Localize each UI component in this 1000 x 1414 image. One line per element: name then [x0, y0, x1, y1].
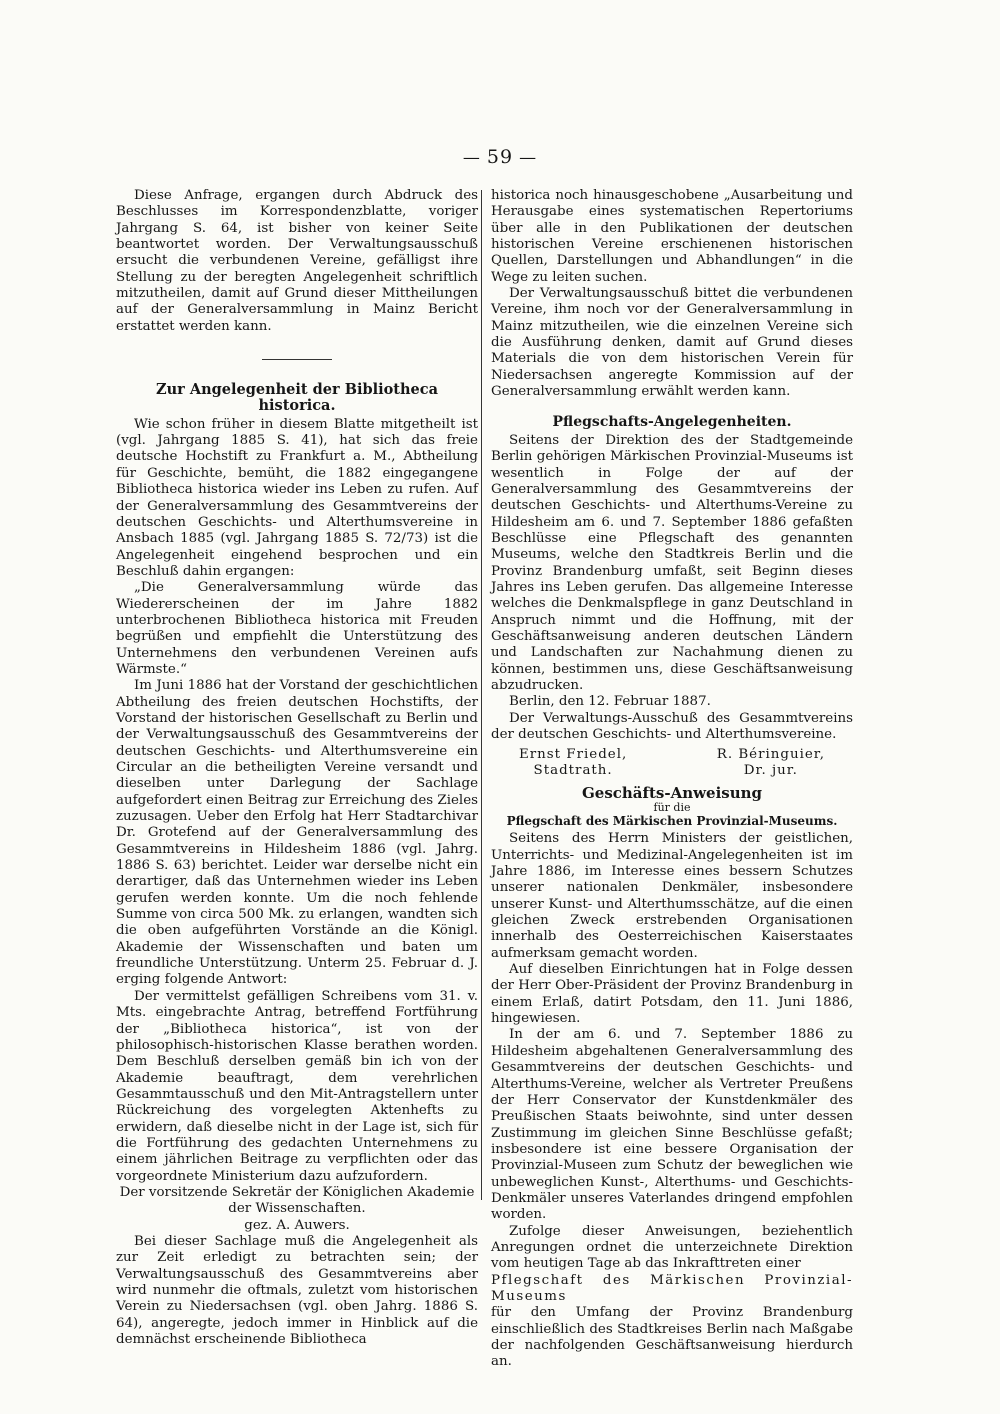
column-divider [481, 190, 482, 1200]
paragraph: Seitens des Herrn Ministers der geistlichen, Unterrichts- und Medizinal-Angelegenheiten ist im Jahre 1886, im Interesse eines bessern Schutzes unserer nationalen Denkmäler, insbesondere unserer Kunst- und Alterthumsschätze, auf die einen gleichen Zweck erstrebenden Organisationen innerhalb des Oesterreichischen Kaiserstaates aufmerksam gemacht worden. [491, 831, 853, 961]
paragraph: Diese Anfrage, ergangen durch Abdruck des Beschlusses im Korrespondenzblatte, voriger Jahrgang S. 64, ist bisher von keiner Seite beantwortet worden. Der Verwaltungsausschuß ersucht die verbundenen Vereine, gefälligst ihre Stellung zu der beregten Angelegenheit schriftlich mitzutheilen, damit auf Grund dieser Mittheilungen auf der Generalversammlung in Mainz Bericht erstattet werden kann. [116, 188, 478, 334]
anweisung-for: für die [653, 801, 691, 815]
paragraph: Bei dieser Sachlage muß die Angelegenheit als zur Zeit erledigt zu betrachten sein; der Verwaltungsausschuß des Gesammtvereins aber wird nunmehr die oftmals, zuletzt vom historischen Verein zu Niedersachsen (vgl. oben Jahrg. 1886 S. 64), angeregte, jedoch immer in Hinblick auf die demnächst erscheinende Bibliotheca [116, 1233, 478, 1348]
paragraph: Seitens der Direktion des der Stadtgemeinde Berlin gehörigen Märkischen Provinzial-Museums ist wesentlich in Folge der auf der Generalversammlung des Gesammtvereins der deutschen Geschichts- und Alterthums-Vereine zu Hildesheim am 6. und 7. September 1886 gefaßten Beschlüsse eine Pflegschaft des genannten Museums, welche den Stadtkreis Berlin und die Provinz Brandenburg umfaßt, seit Beginn dieses Jahres ins Leben gerufen. Das allgemeine Interesse welches die Denkmalspflege in ganz Deutschland in Anspruch nimmt und die Hoffnung, mit der Geschäftsanweisung anderen deutschen Ländern und Landschaften zur Nachahmung dienen zu können, bestimmen uns, diese Geschäftsanweisung abzudrucken. [491, 432, 853, 693]
letter-signer: Der vorsitzende Sekretär der Königlichen Akademie der Wissenschaften. [119, 1184, 475, 1217]
signature-right [717, 747, 825, 779]
page-dash-left: — [462, 148, 481, 168]
committee-line: Der Verwaltungs-Ausschuß des Gesammtvereins der deutschen Geschichts- und Alterthumsvereine. [491, 710, 853, 742]
paragraph: Im Juni 1886 hat der Vorstand der geschichtlichen Abtheilung des freien deutschen Hochstifts, der Vorstand der historischen Gesellschaft zu Berlin und der Verwaltungsausschuß des Gesammtvereins der deutschen Geschichts- und Alterthumsvereine ein Circular an die betheiligten Vereine versandt und dieselben unter Darlegung der Sachlage aufgefordert einen Beitrag zur Erreichung des Zieles zuzusagen. Ueber den Erfolg hat Herr Stadtarchivar Dr. Grotefend auf der Generalversammlung des Gesammtvereins in Hildesheim 1886 (vgl. Jahrg. 1886 S. 63) berichtet. Leider war derselbe nicht ein derartiger, daß das Unternehmen wieder ins Leben gerufen werden konnte. Um die noch fehlende Summe von circa 500 Mk. zu erlangen, wandten sich die oben aufgeführten Vorstände an die Königl. Akademie der Wissenschaften und baten um freundliche Unterstützung. Unterm 25. Februar d. J. erging folgende Antwort: [116, 678, 478, 988]
signature-left-title: Stadtrath. [533, 763, 613, 779]
paragraph: Der Verwaltungsausschuß bittet die verbundenen Vereine, ihm noch vor der Generalversammlung in Mainz mitzutheilen, wie die einzelnen Vereine sich die Ausführung denken, damit auf Grund dieses Materials die von dem historischen Verein für Niedersachsen angeregte Kommission auf der Generalversammlung erwählt werden kann. [491, 286, 853, 400]
quoted-letter: Der vermittelst gefälligen Schreibens vom 31. v. Mts. eingebrachte Antrag, betreffend Fortführung der „Bibliotheca historica“, ist von der philosophisch-historischen Klasse berathen worden. Dem Beschluß derselben gemäß bin ich von der Akademie beauftragt, dem verehrlichen Gesammtausschuß und den Mit-Antragstellern unter Rückreichung des vorgelegten Aktenhefts zu erwidern, daß dieselbe nicht in der Lage ist, sich für die Fortführung des gedachten Unternehmens zu einem jährlichen Beitrage zu verpflichten oder das vorgeordnete Ministerium dazu aufzufordern. [116, 988, 478, 1184]
page-number [0, 146, 1000, 168]
signatures [519, 747, 825, 779]
signature-right-title: Dr. jur. [743, 763, 798, 779]
spaced-heading-line: Pflegschaft des Märkischen Provinzial-Museums [491, 1272, 853, 1304]
section-separator [262, 359, 332, 360]
paragraph: für den Umfang der Provinz Brandenburg einschließlich des Stadtkreises Berlin nach Maßgabe der nachfolgenden Geschäftsanweisung hierdurch an. [491, 1305, 853, 1370]
section-title-pflegschaft: Pflegschafts-Angelegenheiten. [552, 414, 792, 431]
page-number-value: 59 [486, 146, 514, 168]
anweisung-title: Geschäfts-Anweisung [581, 784, 763, 803]
right-column [491, 188, 853, 1371]
paragraph: Wie schon früher in diesem Blatte mitgetheilt ist (vgl. Jahrgang 1885 S. 41), hat sich das freie deutsche Hochstift zu Frankfurt a. M., Abtheilung für Geschichte, bemüht, die 1882 eingegangene Bibliotheca historica wieder ins Leben zu rufen. Auf der Generalversammlung des Gesammtvereins der deutschen Geschichts- und Alterthumsvereine in Ansbach 1885 (vgl. Jahrgang 1885 S. 72/73) ist die Angelegenheit eingehend besprochen und ein Beschluß dahin ergangen: [116, 416, 478, 579]
left-column [116, 188, 478, 1348]
paragraph: Auf dieselben Einrichtungen hat in Folge dessen der Herr Ober-Präsident der Provinz Brandenburg in einem Erlaß, datirt Potsdam, den 11. Juni 1886, hingewiesen. [491, 962, 853, 1027]
paragraph: historica noch hinausgeschobene „Ausarbeitung und Herausgabe eines systematischen Repertoriums über alle in den Publikationen der deutschen historischen Vereine erschienenen historischen Quellen, Darstellungen und Abhandlungen“ in die Wege zu leiten suchen. [491, 188, 853, 285]
letter-signature: gez. A. Auwers. [244, 1217, 350, 1233]
anweisung-subject: Pflegschaft des Märkischen Provinzial-Museums. [506, 814, 838, 829]
signature-left [519, 747, 627, 779]
quoted-resolution: „Die Generalversammlung würde das Wiedererscheinen der im Jahre 1882 unterbrochenen Bibliotheca historica mit Freuden begrüßen und empfiehlt die Unterstützung des Unternehmens den verbundenen Vereinen aufs Wärmste.“ [116, 580, 478, 677]
paragraph: In der am 6. und 7. September 1886 zu Hildesheim abgehaltenen Generalversammlung des Gesammtvereins der deutschen Geschichts- und Alterthums-Vereine, welcher als Vertreter Preußens der Herr Conservator der Kunstdenkmäler des Preußischen Staats beiwohnte, sind unter dessen Zustimmung im gleichen Sinne Beschlüsse gefaßt; insbesondere ist eine bessere Organisation der Provinzial-Museen zum Schutz der beweglichen wie unbeweglichen Kunst-, Alterthums- und Geschichts-Denkmäler unseres Vaterlandes dringend empfohlen worden. [491, 1027, 853, 1223]
date-line: Berlin, den 12. Februar 1887. [509, 694, 711, 710]
section-title-bibliotheca: Zur Angelegenheit der Bibliotheca historica. [156, 381, 438, 415]
page-dash-right: — [519, 148, 538, 168]
signature-right-name: R. Béringuier, [716, 747, 825, 763]
signature-left-name: Ernst Friedel, [519, 747, 628, 763]
paragraph: Zufolge dieser Anweisungen, beziehentlich Anregungen ordnet die unterzeichnete Direktion vom heutigen Tage ab das Inkrafttreten einer [491, 1223, 853, 1272]
